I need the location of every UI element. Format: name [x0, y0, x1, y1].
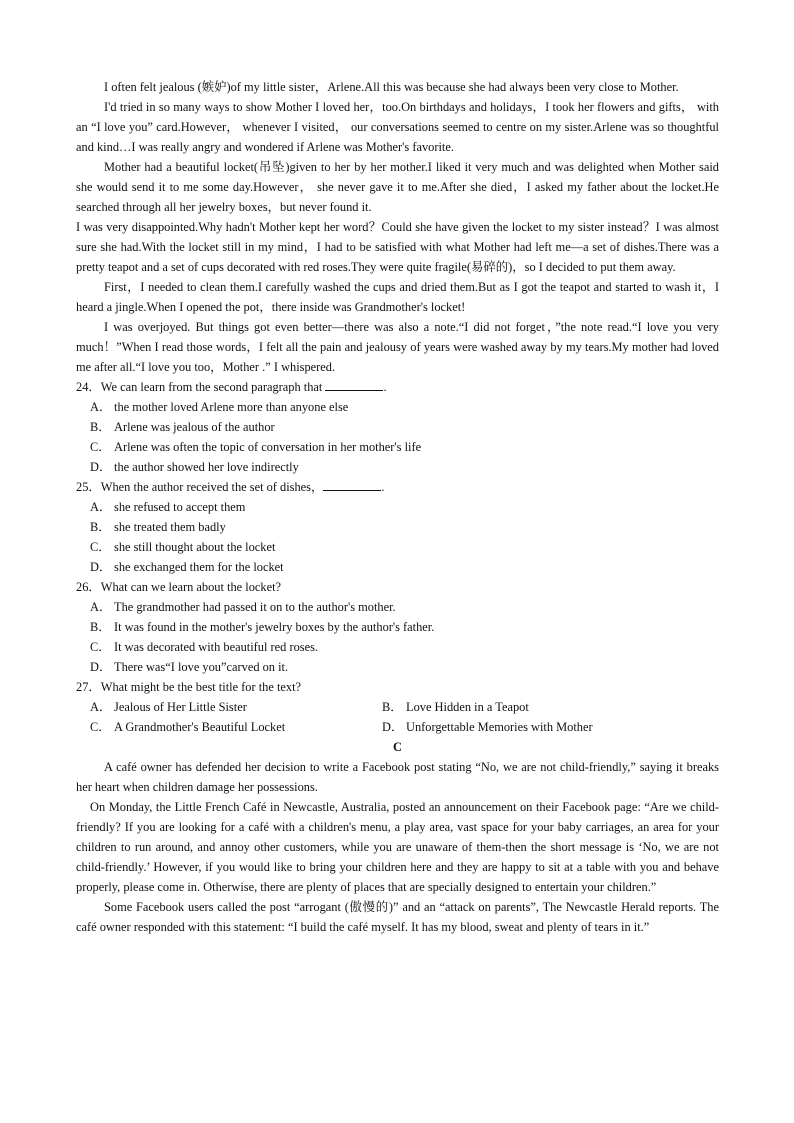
question-number: 25． [76, 480, 101, 494]
option-label: B． [90, 520, 111, 534]
option-label: C． [90, 440, 111, 454]
option-label: C． [90, 640, 111, 654]
option-a [90, 397, 719, 417]
option-b [382, 697, 674, 717]
question-number: 27． [76, 680, 101, 694]
passage-paragraph: I was very disappointed.Why hadn't Mother kept her word？Could she have given the locket to my sister instead？I was almost sure she had.With the locket still in my mind，I had to be satisfied with what Mother had left me—a set of dishes.There was a pretty teapot and a set of cups decorated with red roses.They were quite fragile(易碎的)，so I decided to put them away. [76, 220, 719, 274]
option-text: she refused to accept them [114, 500, 246, 514]
answer-blank [323, 478, 381, 491]
option-d [90, 457, 719, 477]
option-label: A． [90, 600, 112, 614]
question-stem: What might be the best title for the text? [100, 680, 302, 694]
passage-paragraph: Mother had a beautiful locket(吊坠)given to her by her mother.I liked it very much and was delighted when Mother said she would send it to me some day.However， she never gave it to me.After she died，I asked my father about the locket.He searched through all her jewelry boxes，but never found it. [76, 160, 719, 214]
passage-paragraph: Some Facebook users called the post “arrogant (傲慢的)” and an “attack on parents”, The Newcastle Herald reports. The café owner responded with this statement: “I build the café myself. It has my blood, sweat and plenty of tears in it.” [76, 900, 719, 934]
question-24 [76, 377, 719, 397]
option-label: D． [90, 460, 112, 474]
option-text: she still thought about the locket [114, 540, 276, 554]
option-b [90, 417, 719, 437]
option-c [90, 717, 382, 737]
option-text: the mother loved Arlene more than anyone else [114, 400, 349, 414]
option-a [90, 697, 382, 717]
option-d [90, 657, 719, 677]
option-label: A． [90, 500, 112, 514]
question-stem: When the author received the set of dishes， [100, 480, 324, 494]
option-label: B． [90, 420, 111, 434]
option-text: Arlene was jealous of the author [114, 420, 275, 434]
option-label: A． [90, 400, 112, 414]
option-b [90, 517, 719, 537]
passage-paragraph: A café owner has defended her decision to write a Facebook post stating “No, we are not child-friendly,” saying it breaks her heart when children damage her possessions. [76, 760, 719, 794]
passage-paragraph: I'd tried in so many ways to show Mother I loved her，too.On birthdays and holidays，I took her flowers and gifts， with an “I love you” card.However， whenever I visited， our conversations seemed to centre on my sister.Arlene was so thoughtful and kind…I was really angry and wondered if Arlene was Mother's favorite. [76, 100, 719, 154]
option-text: A Grandmother's Beautiful Locket [114, 720, 286, 734]
option-text: There was“I love you”carved on it. [114, 660, 289, 674]
option-d [90, 557, 719, 577]
option-c [90, 637, 719, 657]
question-stem: We can learn from the second paragraph that [100, 380, 323, 394]
option-a [90, 597, 719, 617]
question-end-punct: . [381, 480, 385, 494]
question-26 [76, 577, 719, 597]
option-b [90, 617, 719, 637]
option-label: B． [90, 620, 111, 634]
option-text: she treated them badly [114, 520, 226, 534]
option-d [382, 717, 674, 737]
question-number: 26． [76, 580, 101, 594]
option-text: Arlene was often the topic of conversation in her mother's life [114, 440, 422, 454]
page-content [76, 77, 719, 937]
option-a [90, 497, 719, 517]
option-label: A． [90, 700, 112, 714]
question-25 [76, 477, 719, 497]
option-text: she exchanged them for the locket [114, 560, 284, 574]
passage-paragraph: First，I needed to clean them.I carefully washed the cups and dried them.But as I got the teapot and started to wash it，I heard a jingle.When I opened the pot，there inside was Grandmother's locket! [76, 280, 719, 314]
option-text: Unforgettable Memories with Mother [406, 720, 593, 734]
options-row [90, 697, 719, 717]
option-label: C． [90, 720, 111, 734]
option-label: B． [382, 700, 403, 714]
option-label: C． [90, 540, 111, 554]
option-c [90, 437, 719, 457]
option-c [90, 537, 719, 557]
option-label: D． [382, 720, 404, 734]
question-27 [76, 677, 719, 697]
option-text: The grandmother had passed it on to the author's mother. [114, 600, 396, 614]
option-text: It was found in the mother's jewelry boxes by the author's father. [114, 620, 435, 634]
passage-paragraph: I was overjoyed. But things got even better—there was also a note.“I did not forget，”the note read.“I love you very much！”When I read those words，I felt all the pain and jealousy of years were washed away by my tears.My mother had loved me after all.“I love you too，Mother .” I whispered. [76, 320, 719, 374]
option-text: Jealous of Her Little Sister [114, 700, 247, 714]
passage-paragraph: I often felt jealous (嫉妒)of my little sister，Arlene.All this was because she had always been very close to Mother. [104, 80, 679, 94]
question-end-punct: . [383, 380, 387, 394]
option-text: Love Hidden in a Teapot [406, 700, 529, 714]
options-row [90, 717, 719, 737]
question-stem: What can we learn about the locket? [100, 580, 282, 594]
option-text: It was decorated with beautiful red roses. [114, 640, 319, 654]
question-number: 24． [76, 380, 101, 394]
answer-blank [325, 378, 383, 391]
section-heading: C [393, 740, 402, 754]
option-text: the author showed her love indirectly [114, 460, 299, 474]
option-label: D． [90, 660, 112, 674]
option-label: D． [90, 560, 112, 574]
passage-paragraph: On Monday, the Little French Café in Newcastle, Australia, posted an announcement on their Facebook page: “Are we child-friendly? If you are looking for a café with a children's menu, a play area, vast space for your baby carriages, an area for your children to run around, and annoy other customers, while you are unaware of them-then the short message is ‘No, we are not child-friendly.’ However, if you would like to bring your children here and they are happy to sit at a table with you and behave properly, please come in. Otherwise, there are plenty of places that are specially designed to entertain your children.” [76, 800, 719, 894]
